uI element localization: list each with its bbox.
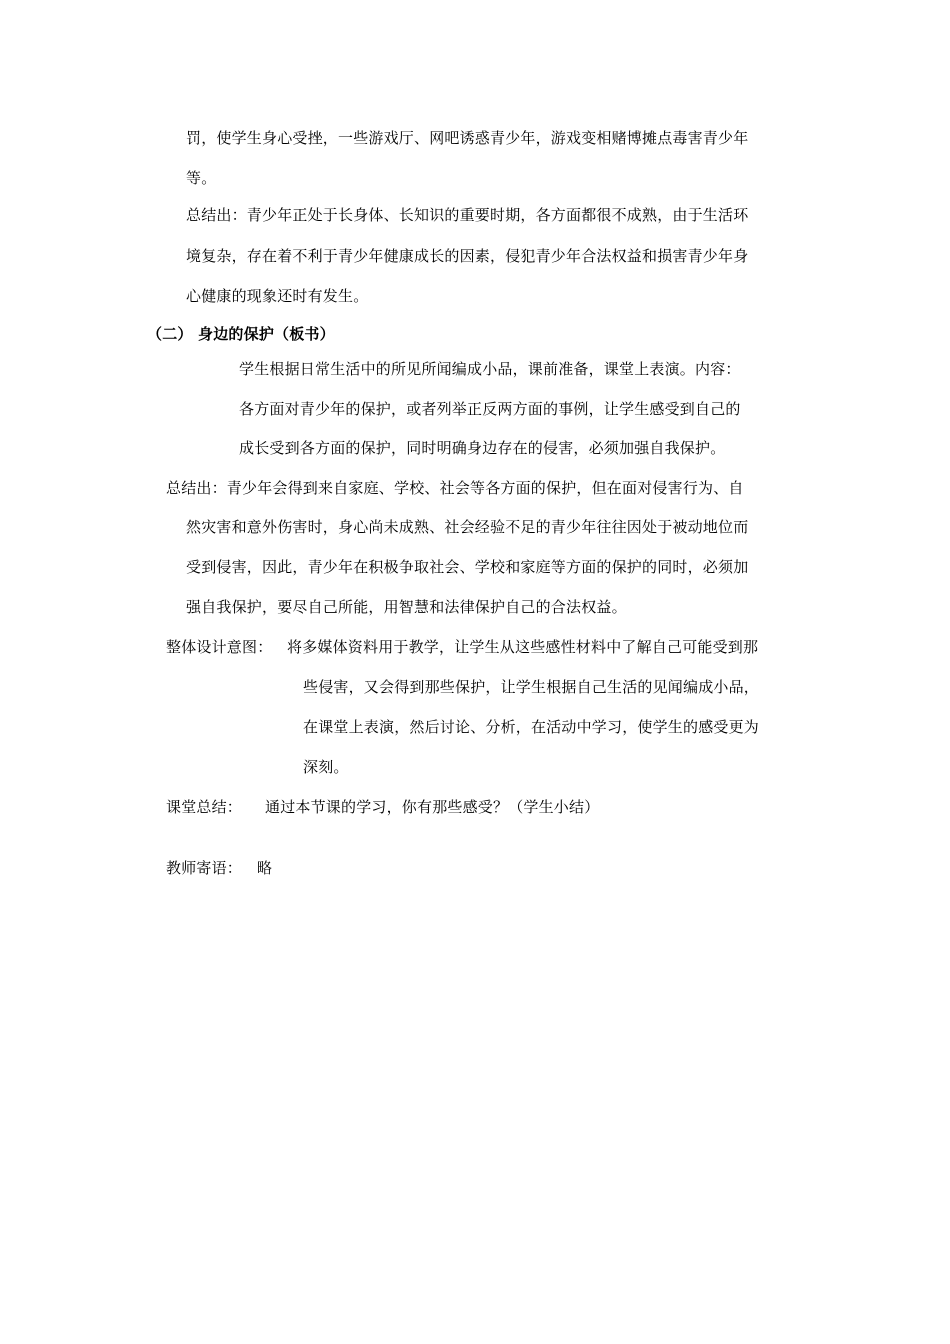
paragraph-line: 等。 bbox=[186, 169, 217, 187]
paragraph-line: 罚，使学生身心受挫，一些游戏厅、网吧诱惑青少年，游戏变相赌博摊点毒害青少年 bbox=[186, 129, 749, 147]
summary-line: 受到侵害，因此，青少年在积极争取社会、学校和家庭等方面的保护的同时，必须加 bbox=[186, 558, 749, 576]
design-label: 整体设计意图： bbox=[166, 638, 273, 656]
design-line: 些侵害，又会得到那些保护，让学生根据自己生活的见闻编成小品， bbox=[303, 678, 760, 696]
class-summary-text: 通过本节课的学习，你有那些感受？（学生小结） bbox=[265, 798, 600, 816]
section-heading: （二） 身边的保护（板书） bbox=[147, 325, 335, 343]
summary-line: 心健康的现象还时有发生。 bbox=[186, 287, 369, 305]
activity-line: 各方面对青少年的保护，或者列举正反两方面的事例，让学生感受到自己的 bbox=[239, 400, 741, 418]
class-summary-label: 课堂总结： bbox=[166, 798, 243, 816]
activity-line: 成长受到各方面的保护，同时明确身边存在的侵害，必须加强自我保护。 bbox=[239, 439, 726, 457]
summary-line: 强自我保护，要尽自己所能，用智慧和法律保护自己的合法权益。 bbox=[186, 598, 627, 616]
summary-line: 然灾害和意外伤害时，身心尚未成熟、社会经验不足的青少年往往因处于被动地位而 bbox=[186, 518, 749, 536]
design-line: 在课堂上表演，然后讨论、分析，在活动中学习，使学生的感受更为 bbox=[303, 718, 760, 736]
summary-line: 总结出：青少年正处于长身体、长知识的重要时期，各方面都很不成熟，由于生活环 bbox=[186, 206, 749, 224]
teacher-message-text: 略 bbox=[257, 859, 273, 877]
summary-line: 总结出：青少年会得到来自家庭、学校、社会等各方面的保护，但在面对侵害行为、自 bbox=[166, 479, 744, 497]
design-line: 深刻。 bbox=[303, 758, 349, 776]
activity-line: 学生根据日常生活中的所见所闻编成小品，课前准备，课堂上表演。内容： bbox=[239, 360, 741, 378]
summary-line: 境复杂，存在着不利于青少年健康成长的因素，侵犯青少年合法权益和损害青少年身 bbox=[186, 247, 749, 265]
design-line: 将多媒体资料用于教学，让学生从这些感性材料中了解自己可能受到那 bbox=[287, 638, 759, 656]
teacher-message-label: 教师寄语： bbox=[166, 859, 243, 877]
